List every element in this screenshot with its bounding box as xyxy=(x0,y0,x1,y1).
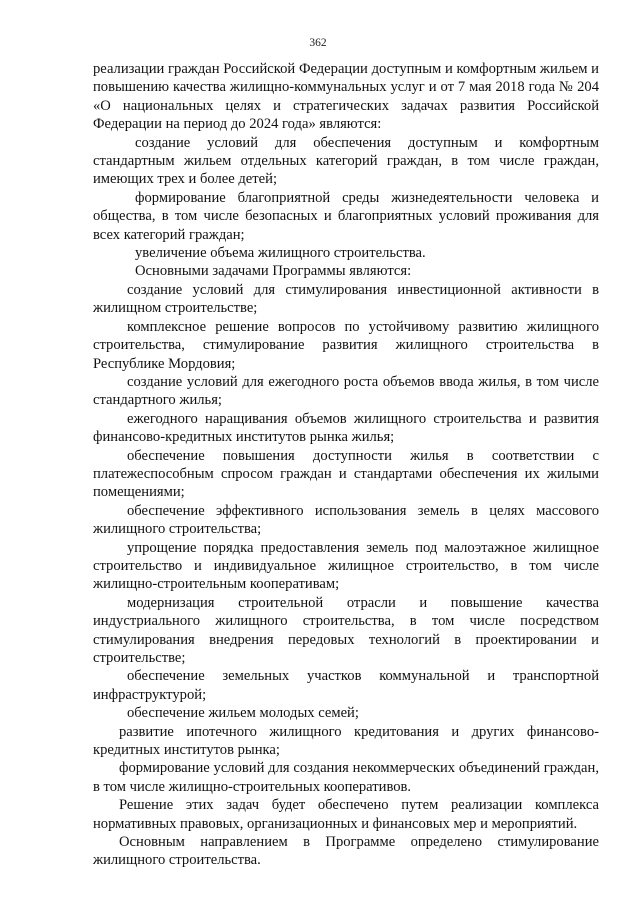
paragraph: создание условий для стимулирования инвестиционной активности в жилищном строительстве; xyxy=(93,281,599,317)
paragraph: Основными задачами Программы являются: xyxy=(135,263,412,280)
paragraph: ежегодного наращивания объемов жилищного строительства и развития финансово-кредитных институтов рынка жилья; xyxy=(93,410,599,446)
paragraph: обеспечение повышения доступности жилья в соответствии с платежеспособным спросом граждан и стандартами обеспечения их жилыми помещениями; xyxy=(93,447,599,501)
paragraph: Основным направлением в Программе определено стимулирование жилищного строительства. xyxy=(93,834,599,869)
paragraph: обеспечение жильем молодых семей; xyxy=(127,705,359,722)
document-body xyxy=(93,60,599,870)
page-number: 362 xyxy=(309,37,327,49)
paragraph: комплексное решение вопросов по устойчивому развитию жилищного строительства, стимулирование развития жилищного строительства в Республике Мордовия; xyxy=(93,318,599,372)
paragraph: упрощение порядка предоставления земель под малоэтажное жилищное строительство и индивидуальное жилищное строительство, в том числе жилищно-строительным кооперативам; xyxy=(93,539,599,593)
paragraph: обеспечение земельных участков коммунальной и транспортной инфраструктурой; xyxy=(93,668,599,703)
paragraph: реализации граждан Российской Федерации доступным и комфортным жильем и повышению качества жилищно-коммунальных услуг и от 7 мая 2018 года № 204 «О национальных целях и стратегических задачах развития Российской Федерации на период до 2024 года» являются: xyxy=(93,61,599,133)
paragraph: формирование благоприятной среды жизнедеятельности человека и общества, в том числе безопасных и благоприятных условий проживания для всех категорий граждан; xyxy=(93,189,599,243)
paragraph: модернизация строительной отрасли и повышение качества индустриального жилищного строительства, в том числе посредством стимулирования внедрения передовых технологий в проектировании и строительстве; xyxy=(93,594,599,666)
paragraph: Решение этих задач будет обеспечено путем реализации комплекса нормативных правовых, организационных и финансовых мер и мероприятий. xyxy=(93,797,599,832)
paragraph: обеспечение эффективного использования земель в целях массового жилищного строительства; xyxy=(93,502,599,538)
paragraph: формирование условий для создания некоммерческих объединений граждан, в том числе жилищно-строительных кооперативов. xyxy=(93,760,599,795)
paragraph: создание условий для ежегодного роста объемов ввода жилья, в том числе стандартного жилья; xyxy=(93,373,599,409)
paragraph: создание условий для обеспечения доступным и комфортным стандартным жильем отдельных категорий граждан, в том числе граждан, имеющих трех и более детей; xyxy=(93,134,599,188)
paragraph: увеличение объема жилищного строительства. xyxy=(135,245,426,262)
paragraph: развитие ипотечного жилищного кредитования и других финансово-кредитных институтов рынка; xyxy=(93,723,599,759)
